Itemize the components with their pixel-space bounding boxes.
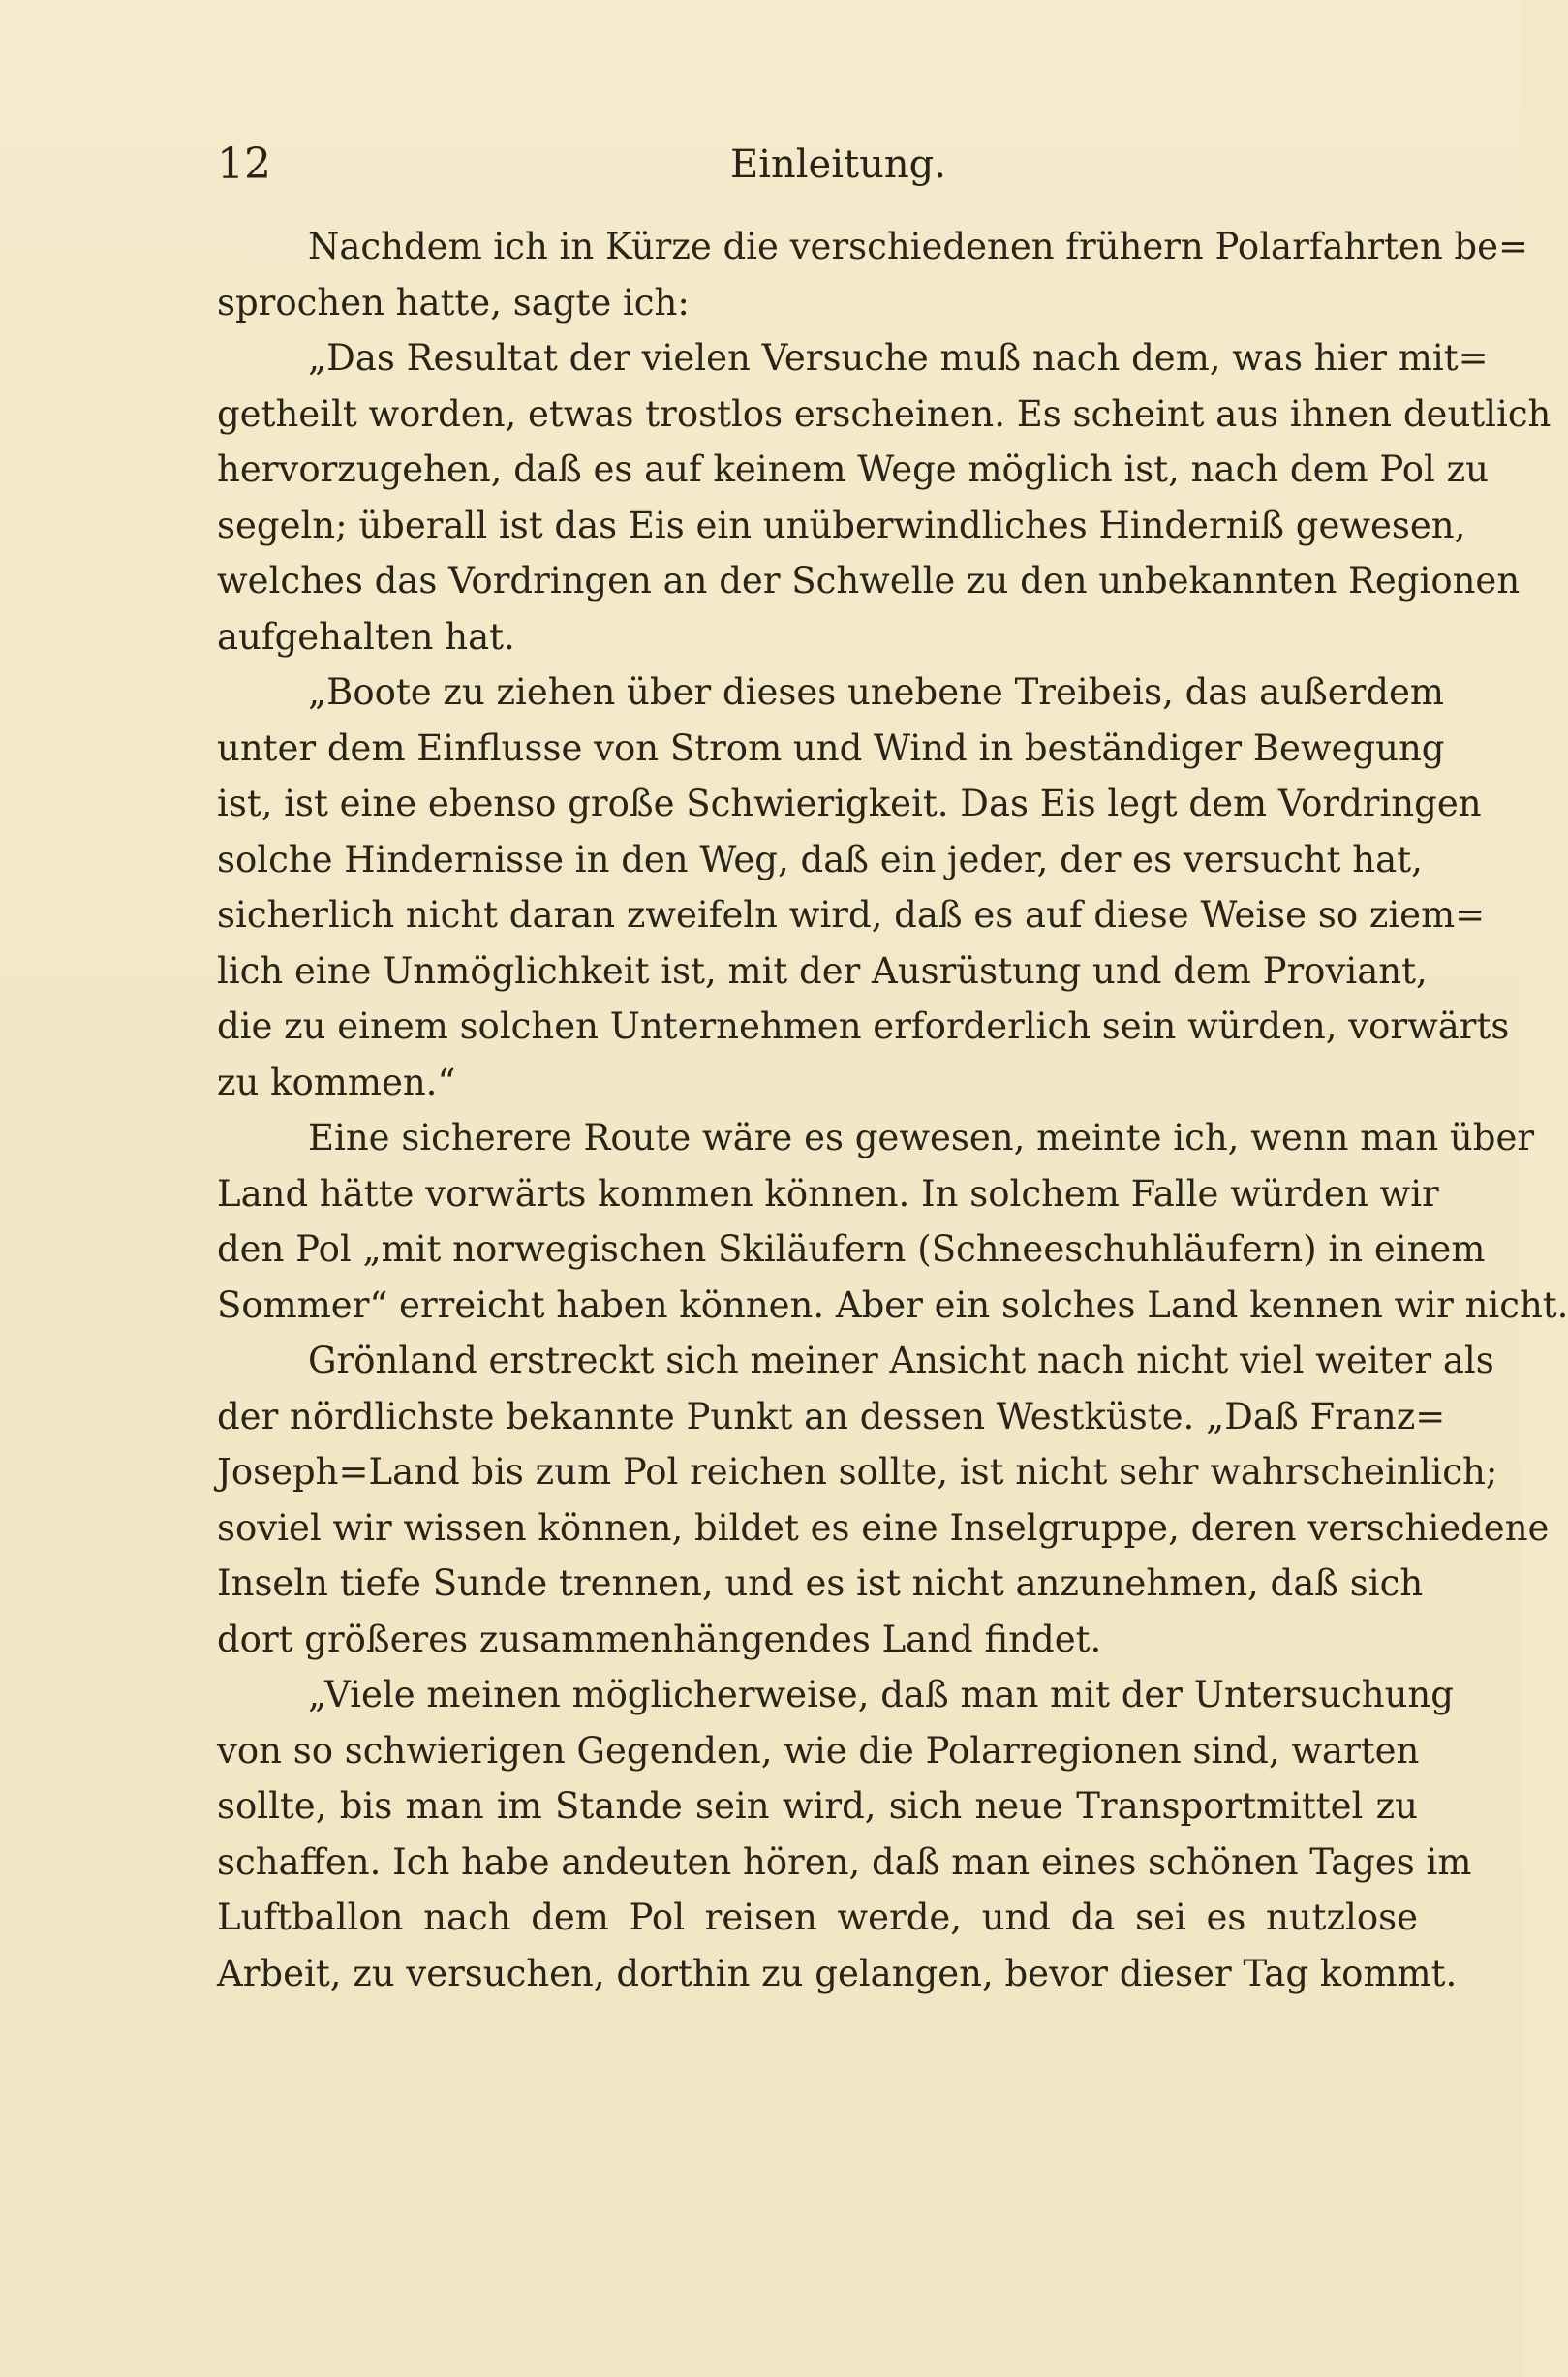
text-line: sollte, bis man im Stande sein wird, sich neue Transportmittel zu <box>217 1785 1418 1827</box>
text-line: die zu einem solchen Unternehmen erforderlich sein würden, vorwärts <box>217 1005 1510 1047</box>
text-line: getheilt worden, etwas trostlos erscheinen. Es scheint aus ihnen deutlich <box>217 392 1552 435</box>
body-text <box>217 219 1568 2001</box>
page-number: 12 <box>217 139 271 189</box>
text-line: Arbeit, zu versuchen, dorthin zu gelangen, bevor dieser Tag kommt. <box>217 1952 1458 1994</box>
running-head: Einleitung. <box>730 142 946 187</box>
text-line: „Boote zu ziehen über dieses unebene Treibeis, das außerdem <box>308 671 1444 713</box>
text-line: „Viele meinen möglicherweise, daß man mit der Untersuchung <box>308 1674 1454 1715</box>
text-line: Joseph=Land bis zum Pol reichen sollte, ist nicht sehr wahrscheinlich; <box>217 1451 1498 1493</box>
text-line: den Pol „mit norwegischen Skiläufern (Schneeschuhläufern) in einem <box>217 1228 1486 1270</box>
paragraph <box>217 664 1510 1110</box>
text-line: sicherlich nicht daran zweifeln wird, daß es auf diese Weise so ziem= <box>217 894 1486 936</box>
paragraph <box>217 1333 1550 1667</box>
text-line: welches das Vordringen an der Schwelle zu den unbekannten Regionen <box>217 560 1521 602</box>
text-line: zu kommen.“ <box>217 1061 456 1103</box>
text-line: der nördlichste bekannte Punkt an dessen Westküste. „Daß Franz= <box>217 1395 1446 1437</box>
page-header <box>217 136 1418 194</box>
text-line: Eine sicherere Route wäre es gewesen, meinte ich, wenn man über <box>308 1117 1535 1158</box>
text-line: dort größeres zusammenhängendes Land findet. <box>217 1618 1102 1660</box>
paragraph <box>217 330 1552 664</box>
text-line: Luftballon nach dem Pol reisen werde, und da sei es nutzlose <box>217 1897 1418 1938</box>
text-line: ist, ist eine ebenso große Schwierigkeit. Das Eis legt dem Vordringen <box>217 783 1482 824</box>
paragraph <box>217 219 1528 330</box>
text-line: Land hätte vorwärts kommen können. In solchem Falle würden wir <box>217 1172 1439 1215</box>
text-line: hervorzugehen, daß es auf keinem Wege möglich ist, nach dem Pol zu <box>217 448 1489 490</box>
text-line: aufgehalten hat. <box>217 615 515 658</box>
text-line: Inseln tiefe Sunde trennen, und es ist nicht anzunehmen, daß sich <box>217 1562 1424 1604</box>
text-line: unter dem Einflusse von Strom und Wind in beständiger Bewegung <box>217 726 1445 769</box>
text-line: soviel wir wissen können, bildet es eine Inselgruppe, deren verschiedene <box>217 1506 1550 1549</box>
text-line: solche Hindernisse in den Weg, daß ein jeder, der es versucht hat, <box>217 838 1423 880</box>
text-line: lich eine Unmöglichkeit ist, mit der Ausrüstung und dem Proviant, <box>217 949 1428 992</box>
text-line: Sommer“ erreicht haben können. Aber ein solches Land kennen wir nicht. <box>217 1283 1568 1326</box>
text-line: sprochen hatte, sagte ich: <box>217 281 690 324</box>
paragraph <box>217 1110 1568 1333</box>
text-line: Grönland erstreckt sich meiner Ansicht nach nicht viel weiter als <box>308 1340 1494 1381</box>
text-line: „Das Resultat der vielen Versuche muß nach dem, was hier mit= <box>308 337 1489 379</box>
text-line: segeln; überall ist das Eis ein unüberwindliches Hinderniß gewesen, <box>217 504 1466 546</box>
text-line: schaffen. Ich habe andeuten hören, daß man eines schönen Tages im <box>217 1840 1472 1883</box>
text-line: von so schwierigen Gegenden, wie die Polarregionen sind, warten <box>217 1729 1420 1772</box>
paragraph <box>217 1667 1472 2001</box>
text-line: Nachdem ich in Kürze die verschiedenen frühern Polarfahrten be= <box>308 226 1528 267</box>
